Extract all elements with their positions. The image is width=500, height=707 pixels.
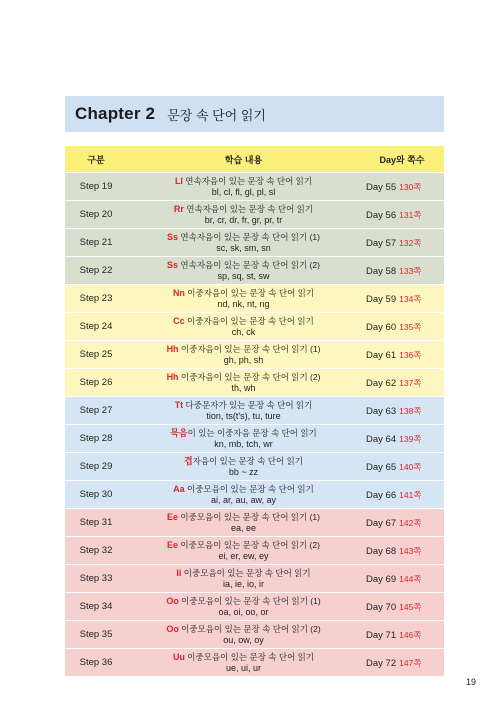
- step-cell: Step 20: [65, 201, 127, 229]
- content-description: 다중문자가 있는 문장 속 단어 읽기: [183, 399, 313, 410]
- content-cell: [127, 509, 360, 537]
- content-cell: [127, 621, 360, 649]
- key-letter: Oo: [166, 623, 179, 634]
- table-row: [65, 369, 444, 397]
- table-row: [65, 537, 444, 565]
- page-ref: 147쪽: [399, 657, 422, 668]
- letter-list: ai, ar, au, aw, ay: [210, 494, 277, 505]
- key-letter: 겹: [183, 455, 193, 466]
- page-ref: 131쪽: [399, 209, 422, 220]
- letter-list: ia, ie, io, ir: [222, 578, 264, 589]
- content-description: 이중모음이 있는 문장 속 단어 읽기: [181, 567, 311, 578]
- content-cell: [127, 537, 360, 565]
- page-ref: 146쪽: [399, 629, 422, 640]
- letter-list: bb ~ zz: [228, 466, 259, 477]
- key-letter: Aa: [173, 483, 185, 494]
- day-label: Day 69: [366, 573, 397, 585]
- chapter-title: 문장 속 단어 읽기: [167, 107, 266, 123]
- table-row: [65, 453, 444, 481]
- step-cell: Step 24: [65, 313, 127, 341]
- step-cell: Step 32: [65, 537, 127, 565]
- day-cell: [360, 481, 444, 509]
- letter-list: ei, er, ew, ey: [218, 550, 269, 561]
- step-cell: Step 28: [65, 425, 127, 453]
- content-cell: [127, 313, 360, 341]
- table-row: [65, 621, 444, 649]
- page-ref: 135쪽: [399, 321, 422, 332]
- content-cell: [127, 229, 360, 257]
- letter-list: gh, ph, sh: [223, 354, 264, 365]
- table-row: [65, 397, 444, 425]
- letter-list: ea, ee: [230, 522, 257, 533]
- content-description: 이중모음이 있는 문장 속 단어 읽기 (2): [178, 539, 320, 550]
- day-cell: [360, 397, 444, 425]
- day-label: Day 68: [366, 545, 397, 557]
- content-cell: [127, 285, 360, 313]
- table-row: [65, 201, 444, 229]
- day-label: Day 63: [366, 405, 397, 417]
- step-cell: Step 22: [65, 257, 127, 285]
- page-ref: 143쪽: [399, 545, 422, 556]
- key-letter: Uu: [172, 651, 185, 662]
- content-description: 이중자음이 있는 문장 속 단어 읽기: [184, 287, 315, 298]
- day-cell: [360, 425, 444, 453]
- day-cell: [360, 537, 444, 565]
- key-letter: Rr: [173, 203, 184, 214]
- key-letter: Oo: [166, 595, 179, 606]
- key-letter: Hh: [166, 371, 179, 382]
- step-cell: Step 31: [65, 509, 127, 537]
- day-label: Day 64: [366, 433, 397, 445]
- step-cell: Step 33: [65, 565, 127, 593]
- content-cell: [127, 257, 360, 285]
- day-label: Day 71: [366, 629, 397, 641]
- content-cell: [127, 201, 360, 229]
- page-ref: 139쪽: [399, 433, 422, 444]
- col-header-step: 구분: [65, 146, 127, 173]
- table-row: [65, 593, 444, 621]
- step-cell: Step 23: [65, 285, 127, 313]
- day-cell: [360, 369, 444, 397]
- page-ref: 141쪽: [399, 489, 422, 500]
- key-letter: Ss: [167, 231, 179, 242]
- day-cell: [360, 621, 444, 649]
- step-cell: Step 25: [65, 341, 127, 369]
- day-label: Day 56: [366, 209, 397, 221]
- letter-list: bl, cl, fl, gl, pl, sl: [211, 186, 276, 197]
- page-ref: 136쪽: [399, 349, 422, 360]
- key-letter: 묵음: [170, 427, 188, 438]
- day-label: Day 62: [366, 377, 397, 389]
- key-letter: Nn: [172, 287, 185, 298]
- day-cell: [360, 173, 444, 201]
- page-ref: 137쪽: [399, 377, 422, 388]
- day-label: Day 65: [366, 461, 397, 473]
- table-row: [65, 173, 444, 201]
- table-header-row: [65, 146, 444, 173]
- day-cell: [360, 229, 444, 257]
- day-cell: [360, 509, 444, 537]
- letter-list: nd, nk, nt, ng: [217, 298, 270, 309]
- content-description: 연속자음이 있는 문장 속 단어 읽기 (1): [178, 231, 320, 242]
- table-row: [65, 229, 444, 257]
- content-cell: [127, 173, 360, 201]
- day-cell: [360, 285, 444, 313]
- day-cell: [360, 201, 444, 229]
- page-ref: 145쪽: [399, 601, 422, 612]
- step-cell: Step 26: [65, 369, 127, 397]
- page-ref: 138쪽: [399, 405, 422, 416]
- day-cell: [360, 313, 444, 341]
- step-cell: Step 36: [65, 649, 127, 677]
- content-cell: [127, 649, 360, 677]
- letter-list: oa, oi, oo, or: [218, 606, 269, 617]
- page-ref: 130쪽: [399, 181, 422, 192]
- day-cell: [360, 453, 444, 481]
- letter-list: ch, ck: [231, 326, 256, 337]
- content-cell: [127, 481, 360, 509]
- content-description: 이 있는 이중자음 문장 속 단어 읽기: [187, 427, 317, 438]
- content-cell: [127, 397, 360, 425]
- letter-list: th, wh: [231, 382, 256, 393]
- key-letter: Ii: [176, 567, 182, 578]
- key-letter: Tt: [174, 399, 184, 410]
- letter-list: tion, ts(t's), tu, ture: [206, 410, 281, 421]
- day-cell: [360, 649, 444, 677]
- content-cell: [127, 565, 360, 593]
- content-description: 이중모음이 있는 문장 속 단어 읽기 (2): [178, 623, 321, 634]
- key-letter: Ee: [167, 511, 179, 522]
- key-letter: Hh: [166, 343, 179, 354]
- curriculum-table: [65, 146, 444, 677]
- step-cell: Step 21: [65, 229, 127, 257]
- day-label: Day 59: [366, 293, 397, 305]
- table-row: [65, 257, 444, 285]
- table-row: [65, 565, 444, 593]
- letter-list: sp, sq, st, sw: [217, 270, 270, 281]
- day-label: Day 67: [366, 517, 397, 529]
- table-row: [65, 649, 444, 677]
- content-description: 이중모음이 있는 문장 속 단어 읽기: [184, 651, 315, 662]
- table-body: [65, 173, 444, 677]
- letter-list: br, cr, dr, fr, gr, pr, tr: [204, 214, 283, 225]
- step-cell: Step 30: [65, 481, 127, 509]
- content-cell: [127, 369, 360, 397]
- day-label: Day 57: [366, 237, 397, 249]
- page-ref: 134쪽: [399, 293, 422, 304]
- letter-list: sc, sk, sm, sn: [216, 242, 271, 253]
- letter-list: ue, ui, ur: [225, 662, 262, 673]
- content-cell: [127, 593, 360, 621]
- step-cell: Step 34: [65, 593, 127, 621]
- step-cell: Step 29: [65, 453, 127, 481]
- chapter-label: Chapter 2: [75, 104, 156, 123]
- step-cell: Step 27: [65, 397, 127, 425]
- table-row: [65, 313, 444, 341]
- key-letter: Ll: [174, 175, 183, 186]
- day-label: Day 61: [366, 349, 397, 361]
- letter-list: kn, mb, tch, wr: [214, 438, 273, 449]
- table-row: [65, 481, 444, 509]
- letter-list: ou, ow, oy: [223, 634, 264, 645]
- table-row: [65, 425, 444, 453]
- day-cell: [360, 593, 444, 621]
- page-ref: 142쪽: [399, 517, 422, 528]
- day-label: Day 70: [366, 601, 397, 613]
- content-description: 이중자음이 있는 문장 속 단어 읽기 (2): [178, 371, 321, 382]
- day-label: Day 66: [366, 489, 397, 501]
- content-description: 이중모음이 있는 문장 속 단어 읽기: [184, 483, 314, 494]
- day-cell: [360, 257, 444, 285]
- step-cell: Step 19: [65, 173, 127, 201]
- content-cell: [127, 453, 360, 481]
- content-description: 연속자음이 있는 문장 속 단어 읽기: [182, 175, 313, 186]
- chapter-header: [65, 96, 444, 132]
- table-row: [65, 509, 444, 537]
- col-header-content: 학습 내용: [127, 146, 360, 173]
- step-cell: Step 35: [65, 621, 127, 649]
- page-number: 19: [466, 677, 477, 687]
- day-label: Day 72: [366, 657, 397, 669]
- table-row: [65, 285, 444, 313]
- col-header-day: Day와 쪽수: [360, 146, 444, 173]
- content-description: 이중모음이 있는 문장 속 단어 읽기 (1): [178, 511, 320, 522]
- page-ref: 140쪽: [399, 461, 422, 472]
- content-description: 연속자음이 있는 문장 속 단어 읽기: [183, 203, 314, 214]
- day-cell: [360, 565, 444, 593]
- day-label: Day 60: [366, 321, 397, 333]
- page-ref: 133쪽: [399, 265, 422, 276]
- content-description: 이중자음이 있는 문장 속 단어 읽기 (1): [178, 343, 321, 354]
- day-cell: [360, 341, 444, 369]
- page-ref: 132쪽: [399, 237, 422, 248]
- content-description: 연속자음이 있는 문장 속 단어 읽기 (2): [178, 259, 320, 270]
- table-row: [65, 341, 444, 369]
- content-cell: [127, 341, 360, 369]
- day-label: Day 58: [366, 265, 397, 277]
- key-letter: Ee: [167, 539, 179, 550]
- key-letter: Cc: [173, 315, 185, 326]
- page-ref: 144쪽: [399, 573, 422, 584]
- content-cell: [127, 425, 360, 453]
- key-letter: Ss: [167, 259, 179, 270]
- content-description: 이중자음이 있는 문장 속 단어 읽기: [184, 315, 314, 326]
- content-description: 이중모음이 있는 문장 속 단어 읽기 (1): [178, 595, 321, 606]
- content-description: 자음이 있는 문장 속 단어 읽기: [192, 455, 304, 466]
- day-label: Day 55: [366, 181, 397, 193]
